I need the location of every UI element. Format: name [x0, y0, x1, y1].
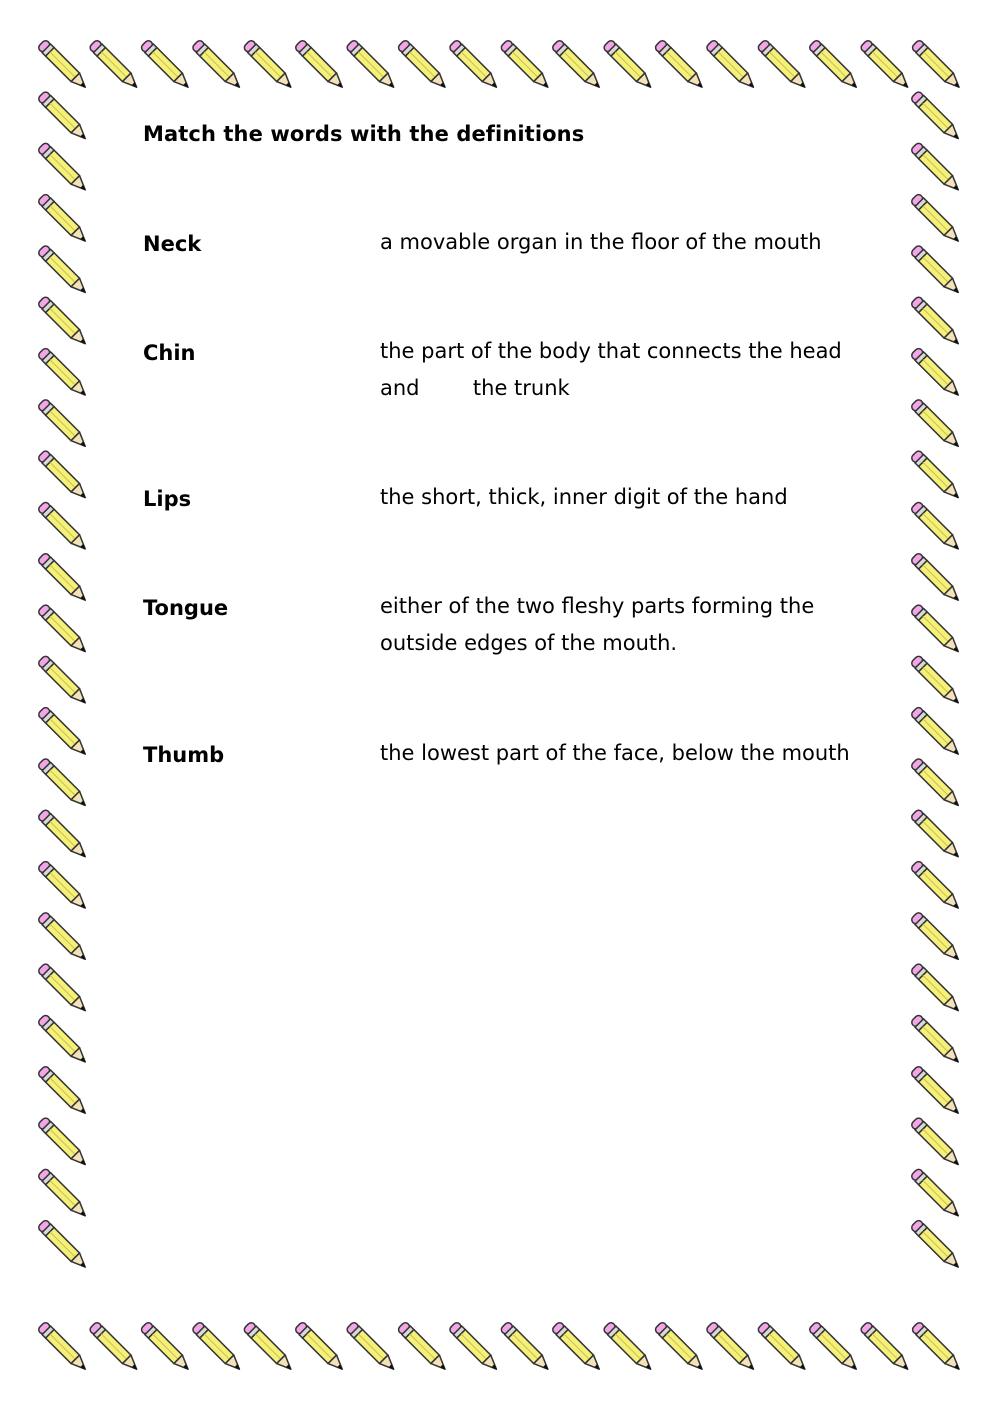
- pencil-icon: [37, 398, 90, 451]
- pencil-icon: [910, 398, 963, 451]
- pencil-icon: [910, 552, 963, 605]
- word-thumb: Thumb: [143, 743, 225, 767]
- pencil-icon: [911, 39, 964, 92]
- pencil-icon: [37, 90, 90, 143]
- pencil-icon: [910, 809, 963, 862]
- pencil-icon: [910, 142, 963, 195]
- worksheet: [143, 0, 883, 1413]
- word-lips: Lips: [143, 487, 192, 511]
- pencil-icon: [910, 603, 963, 656]
- definition-4: either of the two fleshy parts forming the outside edges of the mouth.: [380, 594, 815, 655]
- pencil-icon: [37, 450, 90, 503]
- definition-3: the short, thick, inner digit of the hand: [380, 485, 788, 509]
- pencil-icon: [910, 296, 963, 349]
- word-neck: Neck: [143, 232, 202, 256]
- pencil-icon: [37, 296, 90, 349]
- pencil-icon: [910, 1219, 963, 1272]
- pencil-icon: [910, 347, 963, 400]
- pencil-icon: [37, 39, 90, 92]
- pencil-icon: [910, 655, 963, 708]
- pencil-icon: [910, 1065, 963, 1118]
- pencil-icon: [37, 347, 90, 400]
- pencil-icon: [37, 603, 90, 656]
- pencil-icon: [910, 501, 963, 554]
- pencil-icon: [37, 757, 90, 810]
- pencil-icon: [37, 552, 90, 605]
- pencil-icon: [37, 1219, 90, 1272]
- pencil-icon: [37, 244, 90, 297]
- pencil-icon: [37, 1014, 90, 1067]
- pencil-icon: [37, 963, 90, 1016]
- definition-1: a movable organ in the floor of the mouth: [380, 230, 822, 254]
- pencil-icon: [910, 90, 963, 143]
- pencil-icon: [910, 193, 963, 246]
- pencil-icon: [37, 1116, 90, 1169]
- pencil-icon: [910, 911, 963, 964]
- pencil-icon: [910, 860, 963, 913]
- pencil-icon: [89, 39, 142, 92]
- pencil-icon: [37, 655, 90, 708]
- pencil-icon: [910, 244, 963, 297]
- pencil-icon: [37, 911, 90, 964]
- pencil-icon: [910, 706, 963, 759]
- pencil-icon: [37, 860, 90, 913]
- pencil-icon: [37, 1065, 90, 1118]
- pencil-icon: [37, 809, 90, 862]
- word-chin: Chin: [143, 341, 196, 365]
- pencil-icon: [910, 757, 963, 810]
- pencil-icon: [37, 1168, 90, 1221]
- pencil-icon: [910, 963, 963, 1016]
- pencil-icon: [910, 450, 963, 503]
- pencil-icon: [37, 706, 90, 759]
- definition-5: the lowest part of the face, below the mouth: [380, 741, 850, 765]
- pencil-icon: [910, 1168, 963, 1221]
- definition-2: the part of the body that connects the head and the trunk: [380, 339, 849, 400]
- worksheet-heading: Match the words with the definitions: [143, 122, 585, 146]
- pencil-icon: [911, 1321, 964, 1374]
- word-tongue: Tongue: [143, 596, 229, 620]
- pencil-icon: [37, 193, 90, 246]
- pencil-icon: [37, 142, 90, 195]
- pencil-icon: [37, 1321, 90, 1374]
- pencil-icon: [89, 1321, 142, 1374]
- pencil-icon: [910, 1014, 963, 1067]
- pencil-icon: [910, 1116, 963, 1169]
- pencil-icon: [37, 501, 90, 554]
